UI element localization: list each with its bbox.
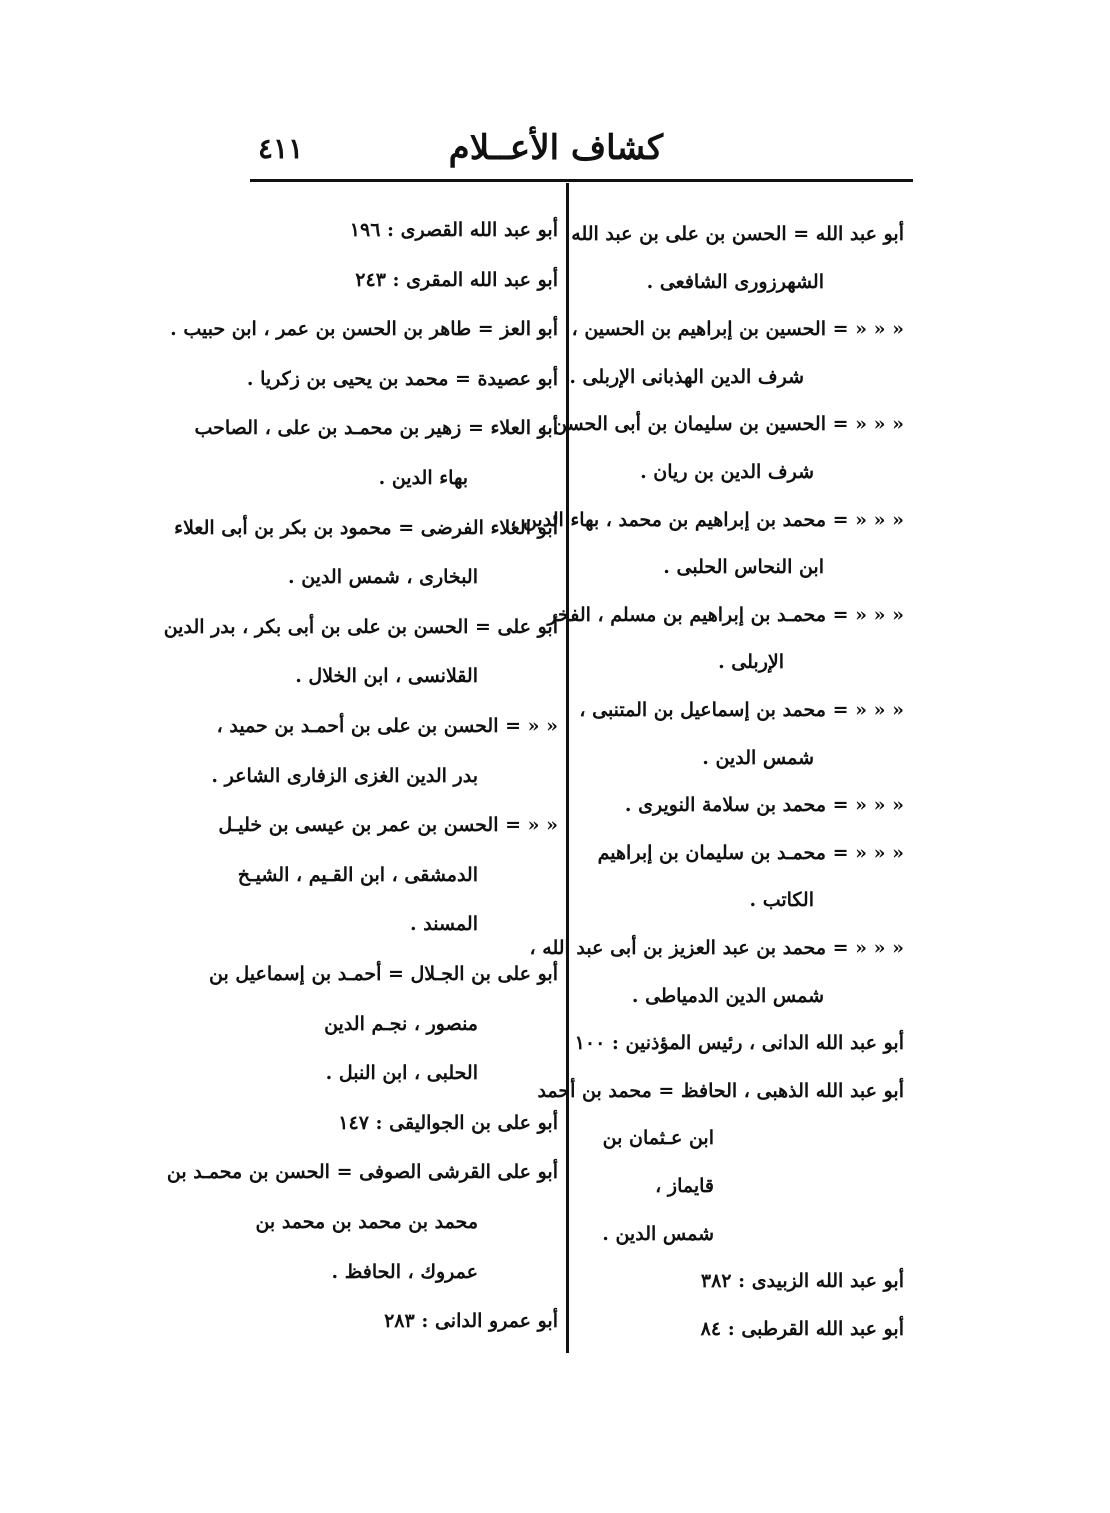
index-entry-line: الدمشقى ، ابن القـيم ، الشيـخ <box>237 863 478 886</box>
index-entry-line: أبو عمرو الدانى : ٢٨٣ <box>384 1310 558 1333</box>
index-entry-line: ابن عـثمان بن <box>602 1127 714 1150</box>
index-entry-line: الحلبى ، ابن النبل . <box>325 1062 478 1085</box>
index-entry-line: أبو على القرشى الصوفى = الحسن بن محمـد بن <box>166 1161 558 1184</box>
index-entry-line: « « « = محمد بن سلامة النويرى . <box>624 794 904 817</box>
index-entry-line: بدر الدين الغزى الزفارى الشاعر . <box>211 764 478 787</box>
index-entry-line: المسند . <box>410 913 478 936</box>
index-entry-line: شمس الدين . <box>702 746 814 769</box>
index-entry-line: الشهرزورى الشافعى . <box>646 270 824 293</box>
header-rule <box>250 179 913 182</box>
index-entry-line: الإربلى . <box>718 651 784 674</box>
index-entry-line: أبو العلاء = زهير بن محمـد بن على ، الصاحب <box>194 417 558 440</box>
index-entry-line: ابن النحاس الحلبى . <box>663 556 824 579</box>
index-entry-line: أبو عبد الله القرطبى : ٨٤ <box>700 1317 904 1340</box>
index-entry-line: قايماز ، <box>655 1175 714 1197</box>
index-entry-line: البخارى ، شمس الدين . <box>287 566 478 589</box>
index-entry-line: محمد بن محمد بن محمد بن <box>255 1211 478 1233</box>
index-entry-line: « « = الحسن بن على بن أحمـد بن حميد ، <box>216 715 558 737</box>
page-number: ٤١١ <box>258 132 304 165</box>
index-entry-line: الكاتب . <box>749 889 814 912</box>
index-entry-line: شمس الدين الدمياطى . <box>631 984 824 1007</box>
index-entry-line: شرف الدين بن ريان . <box>640 461 814 483</box>
index-entry-line: « « « = محمد بن عبد العزيز بن أبى عبد الله ، <box>529 937 904 959</box>
index-entry-line: أبو عبد الله القصرى : ١٩٦ <box>349 219 558 241</box>
index-entry-line: أبو العز = طاهر بن الحسن بن عمر ، ابن حبيب . <box>170 318 558 341</box>
index-entry-line: شمس الدين . <box>602 1222 714 1245</box>
page-header <box>250 118 913 178</box>
index-entry-line: « « « = محمد بن إبراهيم بن محمد ، بهاء الدين ، <box>510 508 904 531</box>
index-entry-line: أبو عبد الله المقرى : ٢٤٣ <box>355 268 558 291</box>
index-entry-line: أبو على = الحسن بن على بن أبى بكر ، بدر الدين <box>163 615 558 638</box>
index-entry-line: أبو عبد الله الدانى ، رئيس المؤذنين : ١٠٠ <box>574 1032 904 1055</box>
index-entry-line: أبو على بن الجواليقى : ١٤٧ <box>338 1111 558 1134</box>
index-entry-line: « « « = محمـد بن إبراهيم بن مسلم ، الفخر <box>547 603 904 626</box>
index-entry-line: « « « = محمـد بن سليمان بن إبراهيم <box>597 841 904 864</box>
index-entry-line: « « « = الحسين بن سليمان بن أبى الحسن ، <box>540 413 904 436</box>
index-entry-line: أبو العلاء الفرضى = محمود بن بكر بن أبى العلاء <box>174 516 558 539</box>
index-entry-line: « « « = محمد بن إسماعيل بن المتنبى ، <box>579 699 904 721</box>
index-entry-line: القلانسى ، ابن الخلال . <box>295 665 478 688</box>
index-entry-line: منصور ، نجـم الدين <box>324 1012 478 1035</box>
index-entry-line: أبو عصيدة = محمد بن يحيى بن زكريا . <box>246 367 558 390</box>
page-title: كشاف الأعــلام <box>448 128 663 168</box>
index-entry-line: « « « = الحسين بن إبراهيم بن الحسين ، <box>571 318 904 341</box>
index-entry-line: « « = الحسن بن عمر بن عيسى بن خليـل <box>218 814 558 837</box>
index-entry-line: عمروك ، الحافظ . <box>331 1260 478 1283</box>
index-entry-line: شرف الدين الهذبانى الإربلى . <box>569 365 804 388</box>
index-entry-line: أبو على بن الجـلال = أحمـد بن إسماعيل بن <box>209 963 558 985</box>
index-entry-line: أبو عبد الله = الحسن بن على بن عبد الله <box>571 223 904 245</box>
index-entry-line: بهاء الدين . <box>378 467 468 489</box>
index-entry-line: أبو عبد الله الذهبى ، الحافظ = محمد بن أحمد <box>537 1079 904 1102</box>
index-entry-line: أبو عبد الله الزبيدى : ٣٨٢ <box>700 1270 904 1293</box>
